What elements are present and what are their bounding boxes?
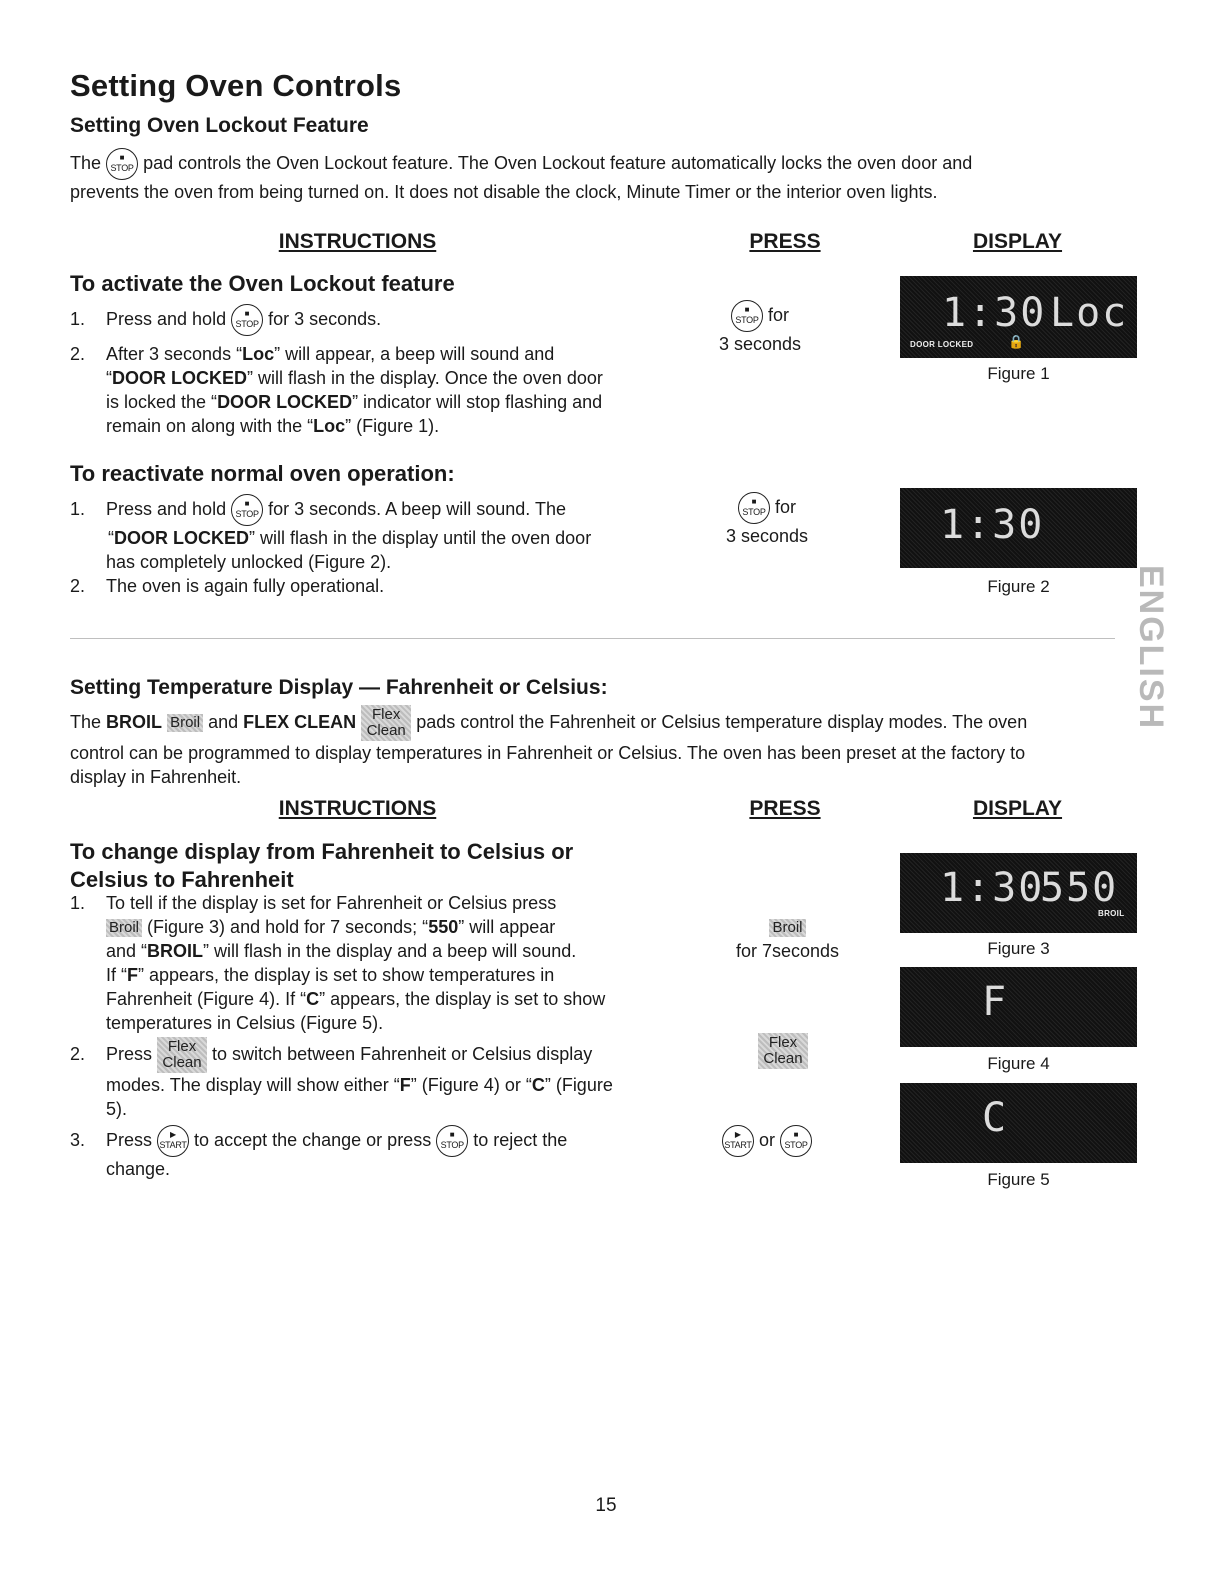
activate-heading: To activate the Oven Lockout feature	[70, 271, 455, 296]
change-heading: To change display from Fahrenheit to Celsius or Celsius to Fahrenheit	[70, 839, 574, 892]
intro-text: The	[70, 152, 102, 173]
stop-key-icon: ■ STOP	[231, 494, 263, 526]
col-press: PRESS	[749, 230, 821, 253]
start-key-icon: ▶ START	[722, 1125, 754, 1157]
page-number: 15	[595, 1495, 617, 1516]
broil-indicator: BROIL	[1098, 909, 1125, 918]
list-item: 2. Press Flex Clean to switch between Fahrenheit or Celsius display modes. The display will show either “F” (Figure 4) or “C” (Figure 5).	[70, 1038, 613, 1119]
flex-clean-pad-icon: Flex Clean	[361, 705, 411, 741]
flex-clean-pad-icon: Flex Clean	[758, 1033, 808, 1069]
list-item: 2. The oven is again fully operational.	[70, 576, 385, 596]
list-item: 3. Press ▶ START to accept the change or press ■ STOP to reject the change.	[70, 1125, 680, 1181]
broil-pad-icon: Broil	[769, 919, 805, 937]
intro-text: pad controls the Oven Lockout feature. The Oven Lockout feature automatically locks the oven door and	[143, 152, 973, 173]
figure-5-caption: Figure 5	[987, 1170, 1050, 1189]
intro-text: prevents the oven from being turned on. It does not disable the clock, Minute Timer or the interior oven lights.	[70, 182, 938, 202]
display-figure-1	[900, 276, 1137, 358]
col-display: DISPLAY	[972, 230, 1063, 253]
col-instructions: INSTRUCTIONS	[278, 230, 437, 253]
display-time: 1:30	[942, 290, 1047, 336]
display-figure-2	[900, 488, 1137, 568]
display-time: 1:30	[940, 865, 1045, 911]
activate-press: ■ STOP for 3 seconds	[705, 300, 815, 356]
col-instructions: INSTRUCTIONS	[278, 797, 437, 820]
display-code: Loc	[1050, 290, 1129, 336]
broil-pad-icon: Broil	[106, 919, 142, 937]
list-item: 1. To tell if the display is set for Fahrenheit or Celsius press Broil (Figure 3) and hold for 7 seconds; “550” will appear and “BROIL” will flash in the display and a beep will sound. If “F” appears, the display is set to show temperatures in Fahrenheit (Figure 4). If “C” appears, the display is set to show temperatures in Celsius (Figure 5).	[70, 893, 606, 1033]
stop-key-icon: ■ STOP	[106, 148, 138, 180]
display-figure-3	[900, 853, 1137, 933]
figure-4-caption: Figure 4	[987, 1054, 1050, 1073]
broil-pad-icon: Broil	[167, 714, 203, 732]
stop-key-icon: ■ STOP	[436, 1125, 468, 1157]
stop-key-icon: ■ STOP	[738, 492, 770, 524]
display-figure-4	[900, 967, 1137, 1047]
list-item: 2. After 3 seconds “Loc” will appear, a beep will sound and “DOOR LOCKED” will flash in the display. Once the oven door is locked the “DOOR LOCKED” indicator will stop flashing and remain on along with the “Loc” (Figure 1).	[70, 344, 603, 436]
figure-2-caption: Figure 2	[987, 577, 1050, 596]
press-start-or-stop: ▶ START or ■ STOP	[722, 1125, 857, 1157]
display-code: F	[982, 979, 1009, 1025]
figure-3-caption: Figure 3	[987, 939, 1050, 958]
flex-clean-pad-icon: Flex Clean	[157, 1037, 207, 1073]
start-key-icon: ▶ START	[157, 1125, 189, 1157]
lock-icon: 🔒	[1008, 334, 1025, 349]
reactivate-steps	[70, 494, 680, 598]
col-press: PRESS	[749, 797, 821, 820]
language-tab: ENGLISH	[1132, 565, 1170, 731]
temperature-heading: Setting Temperature Display — Fahrenheit or Celsius:	[70, 676, 608, 699]
stop-key-icon: ■ STOP	[780, 1125, 812, 1157]
stop-key-icon: ■ STOP	[731, 300, 763, 332]
col-display: DISPLAY	[972, 797, 1063, 820]
stop-key-icon: ■ STOP	[231, 304, 263, 336]
lockout-intro	[70, 148, 1130, 204]
section-divider	[70, 638, 1115, 639]
display-code: C	[982, 1095, 1009, 1141]
reactivate-press: ■ STOP for 3 seconds	[712, 492, 822, 548]
activate-steps	[70, 304, 670, 438]
list-item: 1. Press and hold ■ STOP for 3 seconds. A beep will sound. The “DOOR LOCKED” will flash in the display until the oven door has completely unlocked (Figure 2).	[70, 494, 680, 574]
reactivate-heading: To reactivate normal oven operation:	[70, 461, 455, 486]
lockout-heading: Setting Oven Lockout Feature	[70, 114, 369, 137]
list-item: 1. Press and hold ■ STOP for 3 seconds.	[70, 304, 670, 336]
figure-1-caption: Figure 1	[987, 364, 1050, 383]
press-flex-clean	[758, 1033, 808, 1069]
display-figure-5	[900, 1083, 1137, 1163]
press-broil: Broil for 7seconds	[735, 919, 840, 961]
display-time: 1:30	[940, 502, 1045, 548]
temperature-intro: The BROIL Broil and FLEX CLEAN Flex Clean pads control the Fahrenheit or Celsius temperature display modes. The oven control can be programmed to display temperatures in Fahrenheit or Celsius. The oven has been preset at the factory to display in Fahrenheit.	[70, 706, 1028, 787]
door-locked-indicator: DOOR LOCKED	[910, 340, 974, 349]
change-steps	[70, 891, 680, 1181]
display-temperature: 550	[1040, 865, 1119, 911]
page-title: Setting Oven Controls	[70, 68, 402, 103]
